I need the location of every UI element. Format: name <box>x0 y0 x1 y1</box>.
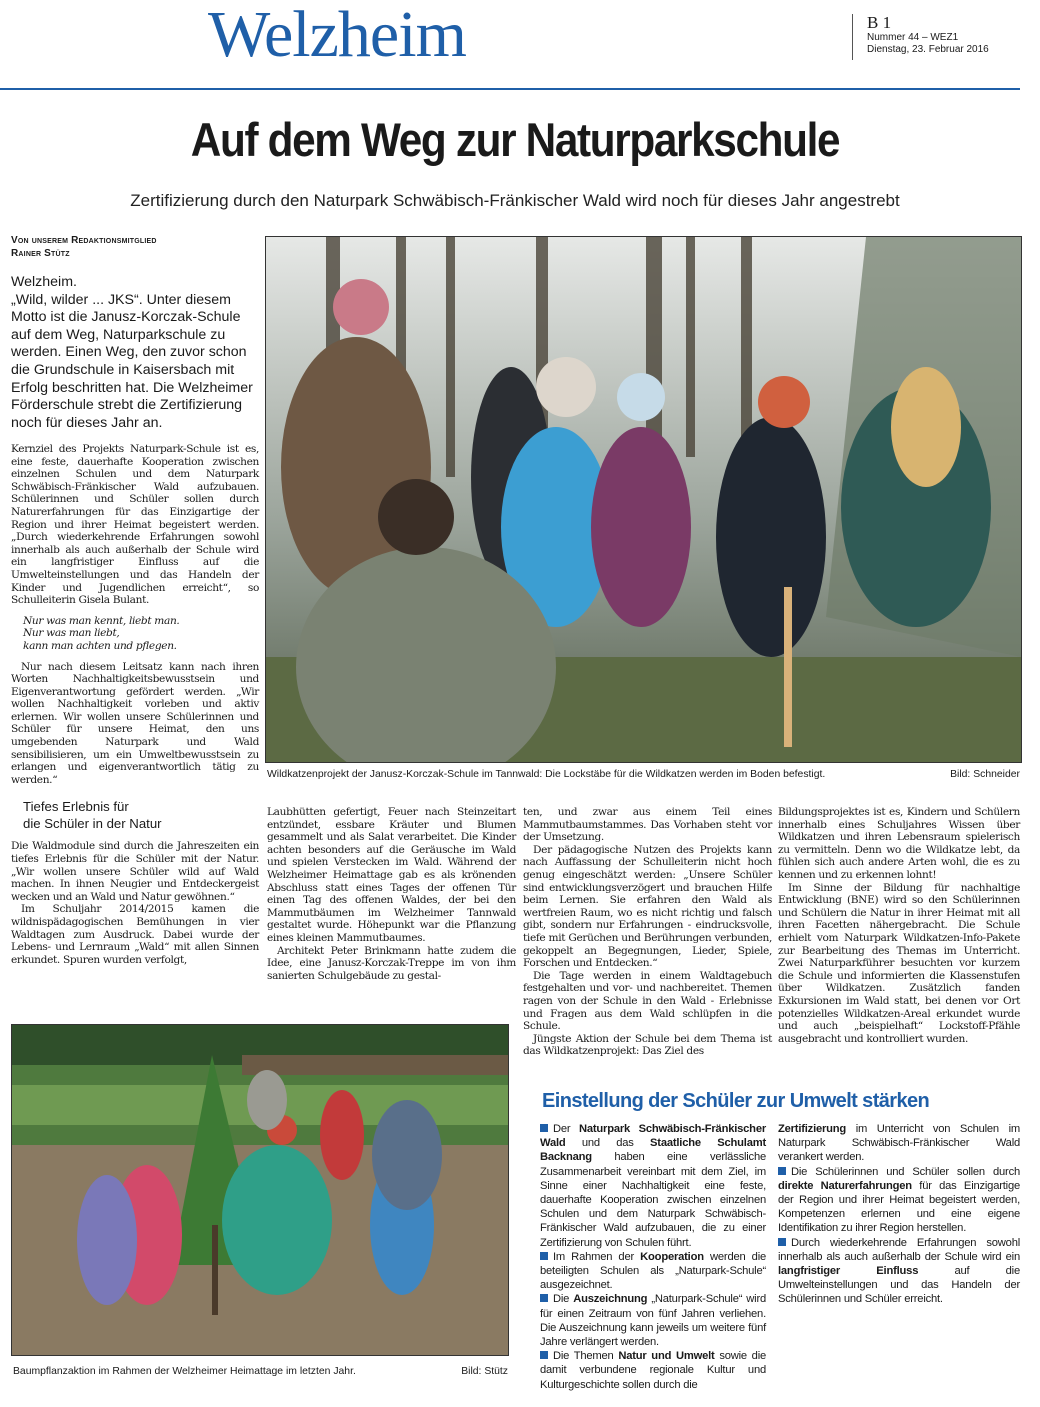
text: sowie die damit verbundene regionale Kultur und Kulturgeschichte sollen durch die <box>540 1350 766 1391</box>
text: auf die Umwelteinstellungen und das Handeln der Schülerinnen und Schüler erreicht. <box>778 1265 1020 1306</box>
paragraph: Kernziel des Projekts Naturpark-Schule ist es, eine feste, dauerhafte Kooperation zwischen einzelnen Schulen und dem Naturpark Schwäbisch-Fränkischer Wald aufzubauen. Schülerinnen und Schüler sollen durch Naturerfahrungen für das Einzigartige der Region und ihrer Heimat begeistert werden. „Durch wiederkehrende Erfahrungen sowohl innerhalb als auch außerhalb der Schule wird ein langfristiger Einfluss auf die Umwelteinstellungen und das Handeln der Kinder und Jugendlichen erreicht“, so Schulleiterin Gisela Bulant. <box>11 443 259 607</box>
infobox-item <box>540 1292 766 1349</box>
text: „Naturpark-Schule“ wird für einen Zeitraum von fünf Jahren verliehen. Die Auszeichnung kann jeweils um weitere fünf Jahre verlängert werden. <box>540 1293 766 1349</box>
infobox-column-2 <box>778 1122 1020 1307</box>
infobox-item <box>540 1122 766 1250</box>
paragraph: Die Tage werden in einem Waldtagebuch festgehalten und vor- und nachbereitet. Themen ragen von der Schule in den Wald - Erlebnisse und Fragen aus dem Wald schlüpfen in die Schule. <box>523 969 772 1033</box>
tree-planting-photo <box>12 1025 508 1355</box>
square-bullet-icon <box>778 1167 786 1175</box>
quote-line: Nur was man kennt, liebt man. <box>23 614 180 627</box>
page-number: B 1 <box>867 13 892 32</box>
paragraph: Architekt Peter Brinkmann hatte zudem die Idee, eine Janusz-Korczak-Treppe im von ihm sanierten Schulgebäude zu gestal- <box>267 944 516 982</box>
square-bullet-icon <box>778 1238 786 1246</box>
article-column-1 <box>11 443 259 966</box>
paragraph: Der pädagogische Nutzen des Projekts kann nach Auffassung der Schulleiterin nicht hoch genug eingeschätzt werden: „Unsere Schüler sind entwicklungsverzögert und brauchen Hilfe beim Lernen. Sie erfahren den Wald als wertfreien Raum, wo es nicht richtig und falsch gibt, sondern nur Erfahrungen - eindrucksvolle, tiefe mit Gerüchen und Berührungen verbunden, gekoppelt an Begegnungen, Lieder, Spiele, Forschen und Entdecken.“ <box>523 843 772 970</box>
text: werden die beteiligten Schulen als „Naturpark-Schule“ ausgezeichnet. <box>540 1250 766 1292</box>
dateline: Welzheim. <box>11 274 77 290</box>
subheading-line: die Schüler in der Natur <box>23 816 162 832</box>
main-photo-credit: Bild: Schneider <box>950 769 1020 780</box>
square-bullet-icon <box>540 1351 548 1359</box>
paragraph: ten, und zwar aus einem Teil eines Mammutbaumstammes. Das Vorhaben steht vor der Umsetzung. <box>523 806 772 844</box>
infobox-column-1 <box>540 1122 766 1392</box>
photo-wildkatzenprojekt <box>265 236 1022 763</box>
second-photo-caption: Baumpflanzaktion im Rahmen der Welzheimer Heimattage im letzten Jahr. <box>13 1366 356 1377</box>
quote <box>11 615 259 653</box>
text: Die Themen <box>553 1350 619 1363</box>
paragraph: Im Sinne der Bildung für nachhaltige Entwicklung (BNE) wird so den Schülerinnen und Schülern die Natur in ihrer Heimat mit all ihren Facetten nähergebracht. Die Schule erhielt vom Naturpark Wildkatzen-Info-Pakete zur Bearbeitung des Themas im Unterricht. Zwei Naturparkführer besuchten vor kurzem die Schule und informierten die Klassenstufen über Wildkatzen. Zusätzlich fanden Exkursionen im Wald statt, bei denen vor Ort potenzielles Wildkatzen-Areal erkundet wurde und auch „beispielhaft“ Lockstoff-Pfähle ausgebracht und kontrolliert wurden. <box>778 881 1020 1045</box>
emphasis: Kooperation <box>640 1250 704 1263</box>
square-bullet-icon <box>540 1294 548 1302</box>
text: Im Rahmen der <box>553 1250 641 1263</box>
infobox-title: Einstellung der Schüler zur Umwelt stärken <box>542 1090 930 1112</box>
byline-role: Von unserem Redaktionsmitglied <box>11 235 157 246</box>
text: im Unterricht von Schulen im Naturpark Schwäbisch-Fränkischer Wald verankert werden. <box>778 1123 1020 1164</box>
infobox-item <box>778 1236 1020 1307</box>
forest-group-photo <box>266 237 1021 762</box>
main-photo-caption: Wildkatzenprojekt der Janusz-Korczak-Schule im Tannwald: Die Lockstäbe für die Wildkatzen werden im Boden befestigt. <box>267 769 826 780</box>
article-column-3 <box>523 806 772 1058</box>
emphasis: Naturpark Schwäbisch-Fränkischer Wald <box>540 1123 766 1150</box>
masthead-title: Welzheim <box>208 0 466 71</box>
subheading-line: Tiefes Erlebnis für <box>23 799 129 815</box>
second-photo-credit: Bild: Stütz <box>461 1366 508 1377</box>
photo-baumpflanzaktion <box>11 1024 509 1356</box>
paragraph: Nur nach diesem Leitsatz kann nach ihren Worten Nachhaltigkeitsbewusstsein und Eigenverantwortung gefördert werden. „Wir wollen Nachhaltigkeit vorleben und aktiv erlernen. Wir wollen unsere Schülerinnen und Schüler für unsere Heimat, den uns umgebenden Naturpark und Wald sensibilisieren, um ein Umweltbewusstsein zu erlangen und eigenverantwortlich tätig zu werden.“ <box>11 660 259 786</box>
issue-info <box>852 14 989 60</box>
infobox-item <box>540 1250 766 1293</box>
section-subheading <box>11 798 259 832</box>
issue-number: Nummer 44 – WEZ1 <box>867 32 959 43</box>
emphasis: Staatliche Schulamt Backnang <box>540 1137 766 1164</box>
lead-text: „Wild, wilder ... JKS“. Unter diesem Motto ist die Janusz-Korczak-Schule auf dem Weg, Naturparkschule zu werden. Einen Weg, den zuvor schon die Grundschule in Kaisersbach mit Erfolg beschritten hat. Die Welzheimer Förderschule strebt die Zertifizierung noch für dieses Jahr an. <box>11 291 253 431</box>
text: Der <box>553 1123 579 1135</box>
masthead-divider <box>0 88 1020 90</box>
emphasis: langfristiger Einfluss <box>778 1265 919 1278</box>
text: für das Einzigartige der Region und ihrer Heimat begeistert werden, Kompetenzen erlernen und eine eigene Identifikation zu ihrer Region herstellen. <box>778 1179 1020 1235</box>
article-column-4 <box>778 806 1020 1045</box>
quote-line: Nur was man liebt, <box>23 627 120 640</box>
quote-line: kann man achten und pflegen. <box>23 639 177 652</box>
emphasis: Auszeichnung <box>573 1293 648 1306</box>
paragraph: Jüngste Aktion der Schule bei dem Thema ist das Wildkatzenprojekt: Das Ziel des <box>523 1032 772 1058</box>
text: Die Schülerinnen und Schüler sollen durch <box>791 1165 1020 1178</box>
article-headline: Auf dem Weg zur Naturparkschule <box>190 113 840 166</box>
byline <box>11 234 261 260</box>
infobox-item <box>540 1349 766 1392</box>
paragraph: Im Schuljahr 2014/2015 kamen die wildnispädagogischen Bemühungen in vier Waldtagen zum Ausdruck. Dabei wurde der Lebens- und Lernraum „Wald“ mit allen Sinnen erkundet. Spuren wurden verfolgt, <box>11 903 259 966</box>
article-lead <box>11 274 259 432</box>
byline-author: Rainer Stütz <box>11 248 70 259</box>
square-bullet-icon <box>540 1124 548 1132</box>
emphasis: direkte Naturerfahrungen <box>778 1179 912 1192</box>
text: haben eine verlässliche Zusammenarbeit vereinbart mit dem Ziel, im Sinne einer Nachhaltigkeit eine feste, dauerhafte Kooperation zwischen einzelnen Schulen und dem Naturpark Schwäbisch-Fränkischer Wald aufzubauen, die zu einer Zertifizierung von Schulen führt. <box>540 1151 766 1249</box>
text: und das <box>565 1137 651 1150</box>
paragraph: Bildungsprojektes ist es, Kindern und Schülern innerhalb eines Schuljahres Wissen über Wildkatzen und ihren Lebensraum spielerisch zu vermitteln. Denn wo die Wildkatze lebt, da fühlen sich auch andere Arten wohl, die es zu kennen und zu erkennen lohnt! <box>778 806 1020 881</box>
emphasis: Zertifizierung <box>778 1123 847 1135</box>
emphasis: Natur und Umwelt <box>618 1350 715 1363</box>
infobox-item-continued <box>778 1122 1020 1165</box>
text: Die <box>553 1293 574 1306</box>
article-column-2 <box>267 806 516 982</box>
issue-date: Dienstag, 23. Februar 2016 <box>867 44 989 55</box>
infobox-item <box>778 1165 1020 1236</box>
square-bullet-icon <box>540 1252 548 1260</box>
text: Durch wiederkehrende Erfahrungen sowohl innerhalb als auch außerhalb der Schule wird ein <box>778 1236 1020 1263</box>
paragraph: Die Waldmodule sind durch die Jahreszeiten ein tiefes Erlebnis für die Schüler mit der Natur. „Wir wollen unsere Schüler wild auf Wald machen. In ihnen Neugier und Entdeckergeist wecken und an Wald und Natur gewöhnen.“ <box>11 840 259 903</box>
paragraph: Laubhütten gefertigt, Feuer nach Steinzeitart entzündet, essbare Kräuter und Blumen gesammelt und als Salat verarbeitet. Die Kinder achten besonders auf die Geräusche im Wald und spielen Verstecken im Wald. Während der Welzheimer Heimattage gab es als krönenden Abschluss statt eines Tages der offenen Tür einen Tag des offenen Waldes, der bei den Mammutbäumen im Welzheimer Tannwald gestaltet wurde. Höhepunkt war die Pflanzung eines kleinen Mammutbaumes. <box>267 806 516 944</box>
article-subheadline: Zertifizierung durch den Naturpark Schwäbisch-Fränkischer Wald wird noch für dieses Jahr angestrebt <box>130 191 900 210</box>
